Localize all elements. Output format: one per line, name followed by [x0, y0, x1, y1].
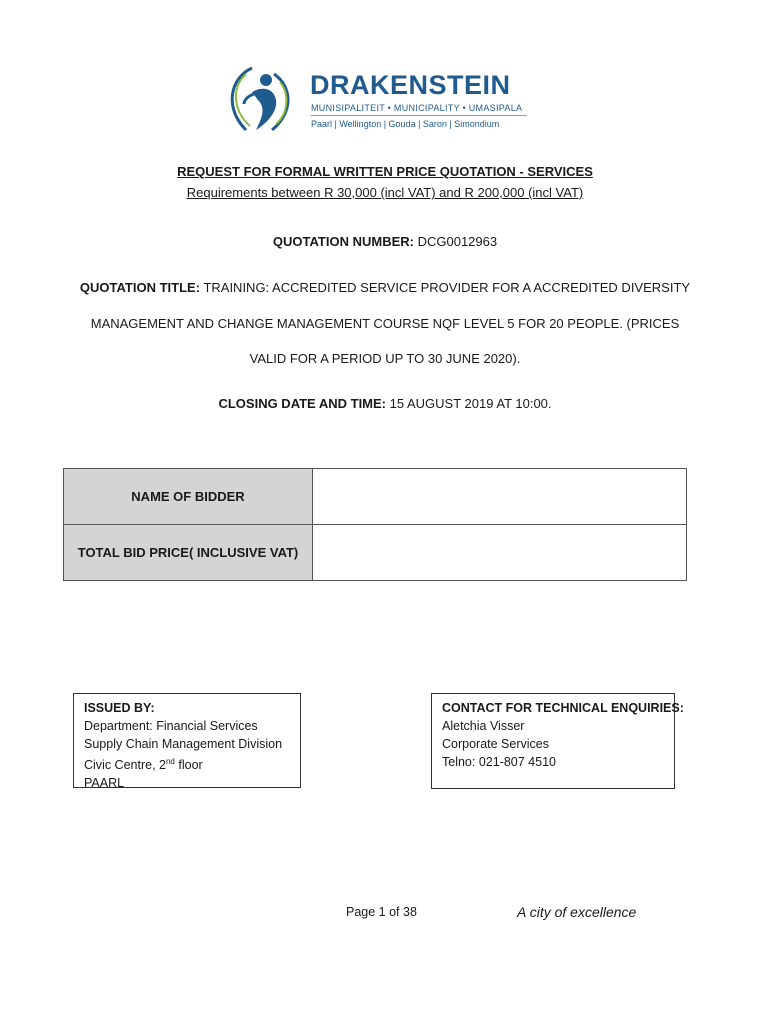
technical-contact-box [431, 693, 684, 789]
address-text: Civic Centre, 2 [84, 758, 166, 773]
total-bid-price-field[interactable] [313, 525, 687, 581]
logo-subtitle: MUNISIPALITEIT • MUNICIPALITY • UMASIPALA [311, 103, 523, 113]
quotation-number-label: QUOTATION NUMBER: [272, 234, 414, 249]
issued-by-division: Supply Chain Management Division [84, 737, 283, 751]
logo-wordmark: DRAKENSTEIN [310, 70, 511, 100]
closing-date-value: 15 AUGUST 2019 AT 10:00. [389, 396, 552, 411]
table-row [64, 469, 687, 525]
document-title: REQUEST FOR FORMAL WRITTEN PRICE QUOTATION - SERVICES [177, 164, 593, 179]
page-number: Page 1 of 38 [346, 905, 417, 919]
total-bid-price-label: TOTAL BID PRICE( INCLUSIVE VAT) [64, 525, 313, 581]
drakenstein-emblem-icon [222, 64, 298, 136]
closing-date-label: CLOSING DATE AND TIME: [218, 396, 387, 411]
contact-title: CONTACT FOR TECHNICAL ENQUIRIES: [442, 701, 684, 715]
quotation-title-label: QUOTATION TITLE: [79, 280, 201, 295]
issued-by-title: ISSUED BY: [84, 701, 155, 715]
issued-by-box [73, 693, 301, 791]
issued-by-address [84, 753, 290, 774]
issued-by-town: PAARL [84, 776, 125, 791]
address-superscript: nd [165, 757, 175, 766]
table-row [64, 525, 687, 581]
logo-towns: Paarl | Wellington | Gouda | Saron | Simondium [311, 119, 500, 129]
address-floor: floor [174, 758, 203, 773]
closing-date [0, 396, 770, 411]
quotation-number-value: DCG0012963 [417, 234, 498, 249]
contact-phone: Telno: 021-807 4510 [442, 755, 556, 769]
contact-name: Aletchia Visser [442, 719, 525, 733]
quotation-title-line-1 [0, 280, 770, 295]
footer-motto: A city of excellence [517, 904, 637, 920]
quotation-number [0, 234, 770, 249]
bid-table [63, 468, 687, 581]
bidder-name-field[interactable] [313, 469, 687, 525]
bidder-name-label: NAME OF BIDDER [64, 469, 313, 525]
issued-by-department: Department: Financial Services [84, 719, 258, 733]
requirements-line: Requirements between R 30,000 (incl VAT) and R 200,000 (incl VAT) [186, 185, 584, 200]
quotation-title-text-1: TRAINING: ACCREDITED SERVICE PROVIDER FOR A ACCREDITED DIVERSITY [203, 280, 691, 295]
logo-divider [311, 115, 527, 116]
quotation-title-line-3: VALID FOR A PERIOD UP TO 30 JUNE 2020). [249, 351, 521, 366]
contact-department: Corporate Services [442, 737, 549, 751]
municipality-logo [222, 64, 532, 136]
quotation-title-line-2: MANAGEMENT AND CHANGE MANAGEMENT COURSE NQF LEVEL 5 FOR 20 PEOPLE. (PRICES [90, 316, 680, 331]
